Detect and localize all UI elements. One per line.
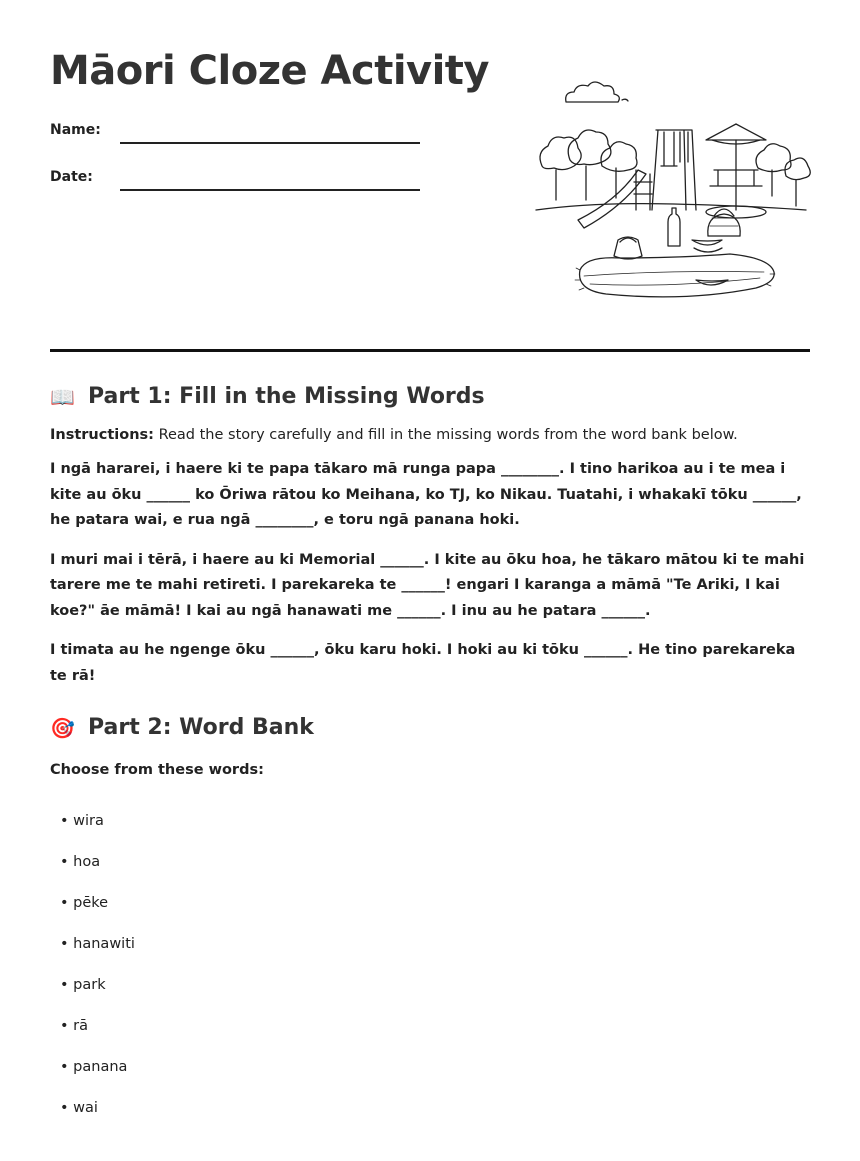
name-input-line [120,142,420,144]
date-input-line [120,189,420,191]
word-bank-item: • hoa [60,851,810,873]
word-bank-item: • wira [60,810,810,832]
word-bank-item: • hanawiti [60,933,810,955]
header-divider [50,349,810,352]
part2-section [50,715,810,1119]
page-title: Māori Cloze Activity [50,48,490,94]
date-field [50,169,420,185]
word-bank-prompt: Choose from these words: [50,762,264,778]
part1-heading-text: Part 1: Fill in the Missing Words [88,384,485,409]
part1-section [50,384,810,689]
open-book-icon: 📖 [50,384,75,409]
word-bank-item: • panana [60,1056,810,1078]
story [50,457,810,689]
park-picnic-illustration [534,70,814,310]
instructions-text: Read the story carefully and fill in the missing words from the word bank below. [153,427,738,443]
word-bank-item: • wai [60,1097,810,1119]
story-paragraph-3: I timata au he ngenge ōku ______, ōku karu hoki. I hoki au ki tōku ______. He tino parekareka te rā! [50,642,796,684]
part2-heading [50,715,810,740]
instructions [50,427,810,443]
name-field [50,122,420,138]
worksheet-content [50,384,810,1138]
name-label: Name: [50,122,101,138]
story-paragraph-2: I muri mai i tērā, i haere au ki Memorial ______. I kite au ōku hoa, he tākaro mātou ki te mahi tarere me te mahi retireti. I parekareka te ______! engari I karanga a māmā "Te Ariki, I kai koe?" āe māmā! I kai au ngā hanawati me ______. I inu au he patara ______. [50,551,805,619]
word-bank-item: • pēke [60,892,810,914]
dart-target-icon: 🎯 [50,715,75,740]
worksheet-header [50,48,810,348]
part2-heading-text: Part 2: Word Bank [88,715,314,740]
word-bank-list [50,810,810,1119]
word-bank-item: • rā [60,1015,810,1037]
instructions-label: Instructions: [50,427,154,443]
word-bank-item: • park [60,974,810,996]
story-paragraph-1: I ngā hararei, i haere ki te papa tākaro mā runga papa ________. I tino harikoa au i te mea i kite au ōku ______ ko Ōriwa rātou ko Meihana, ko TJ, ko Nikau. Tuatahi, i whakakī tōku ______, he patara wai, e rua ngā ________, e toru ngā panana hoki. [50,461,802,528]
date-label: Date: [50,169,93,185]
part1-heading [50,384,810,409]
